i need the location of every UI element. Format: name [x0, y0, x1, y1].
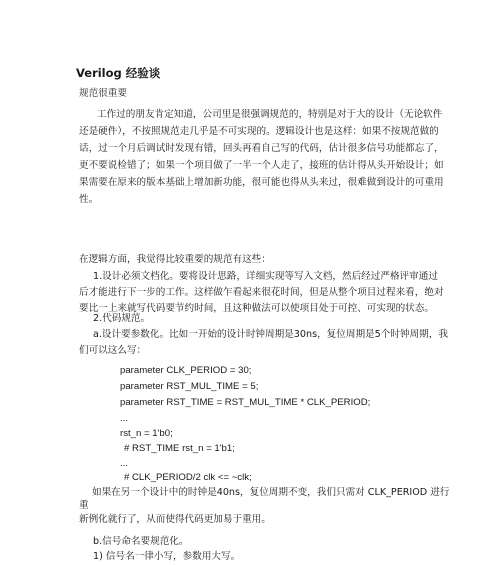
text-line: 1.设计必须文档化。要将设计思路，详细实现等写入文档，然后经过严格评审通过	[93, 271, 438, 282]
text-line: 如果在另一个设计中的时钟是40ns，复位周期不变，我们只需对 CLK_PERIOD 进行	[92, 487, 450, 498]
text-line: 后才能进行下一步的工作。这样做乍看起来很花时间，但是从整个项目过程来看，绝对	[79, 287, 444, 298]
code-line: ...	[120, 458, 128, 469]
text-line: 性。	[79, 194, 99, 205]
text-line: 新例化就行了，从而使得代码更加易于重用。	[79, 514, 271, 525]
text-line: 们可以这么写：	[79, 345, 147, 356]
text-line: 更不要说检错了；如果一个项目做了一半一个人走了，接班的估计得从头开始设计；如	[79, 160, 444, 171]
code-line: parameter RST_MUL_TIME = 5;	[120, 381, 259, 392]
list-item-2b-1: 1) 信号名一律小写，参数用大写。	[93, 551, 241, 562]
section-heading: 规范很重要	[79, 88, 127, 99]
text-line: 重	[79, 500, 89, 511]
text-line: a.设计要参数化。比如一开始的设计时钟周期是30ns，复位周期是5个时钟周期，我	[93, 329, 448, 340]
text-line: 要比一上来就写代码要节约时间，且这种做法可以使项目处于可控、可实现的状态。	[79, 303, 434, 314]
document-title: Verilog 经验谈	[76, 66, 161, 80]
code-line: ...	[120, 413, 128, 424]
code-line: # CLK_PERIOD/2 clk <= ~clk;	[124, 472, 252, 483]
text-line: 还是硬件），不按照规范走几乎是不可实现的。逻辑设计也是这样：如果不按规范做的	[79, 126, 439, 137]
text-line: 工作过的朋友肯定知道，公司里是很强调规范的，特别是对于大的设计（无论软件	[97, 109, 443, 120]
code-line: rst_n = 1'b0;	[120, 428, 173, 439]
list-item-2: 2.代码规范。	[93, 313, 151, 324]
list-item-2b: b.信号命名要规范化。	[93, 536, 189, 547]
text-line: 果需要在原来的版本基础上增加新功能，很可能也得从头来过，很难做到设计的可重用	[79, 177, 444, 188]
text-line: 话，过一个月后调试时发现有错，回头再看自己写的代码，估计很多信号功能都忘了，	[79, 143, 444, 154]
code-line: # RST_TIME rst_n = 1'b1;	[124, 443, 235, 454]
code-line: parameter RST_TIME = RST_MUL_TIME * CLK_PERIOD;	[120, 397, 371, 408]
code-line: parameter CLK_PERIOD = 30;	[120, 365, 252, 376]
text-line: 在逻辑方面，我觉得比较重要的规范有这些：	[79, 254, 271, 265]
